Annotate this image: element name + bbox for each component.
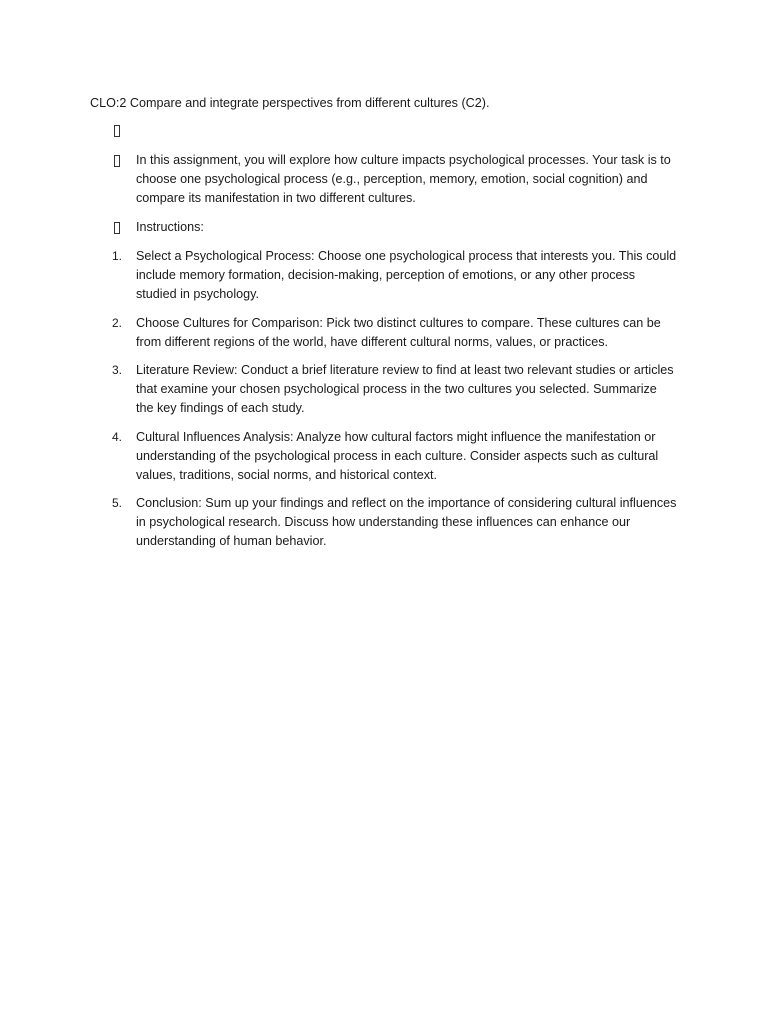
bullet-box-icon	[112, 151, 136, 173]
step-text: Choose Cultures for Comparison: Pick two distinct cultures to compare. These cultures can be from different regions of the world, have different cultural norms, values, or practices.	[136, 316, 661, 349]
clo-heading: CLO:2 Compare and integrate perspectives from different cultures (C2).	[90, 96, 490, 110]
intro-text: In this assignment, you will explore how culture impacts psychological processes. Your task is to choose one psychological process (e.g., perception, memory, emotion, social cognition) and compare its manifestation in two different cultures.	[136, 153, 671, 205]
step-item	[112, 428, 677, 484]
step-text: Cultural Influences Analysis: Analyze how cultural factors might influence the manifestation or understanding of the psychological process in each culture. Consider aspects such as cultural values, traditions, social norms, and historical context.	[136, 430, 659, 482]
step-text: Select a Psychological Process: Choose one psychological process that interests you. This could include memory formation, decision-making, perception of emotions, or any other process studied in psychology.	[136, 249, 677, 301]
empty-bullet-item	[112, 121, 677, 143]
bullet-box-icon	[112, 218, 136, 240]
step-item	[112, 247, 677, 303]
step-item	[112, 494, 677, 550]
step-item	[112, 314, 677, 352]
step-number: 2.	[112, 316, 123, 330]
bullet-box-icon	[112, 121, 136, 143]
step-item	[112, 361, 677, 417]
step-number: 5.	[112, 496, 123, 510]
step-number: 4.	[112, 430, 123, 444]
intro-bullet-item	[112, 151, 677, 207]
step-number: 1.	[112, 249, 123, 263]
instructions-label: Instructions:	[136, 220, 204, 234]
step-text: Conclusion: Sum up your findings and reflect on the importance of considering cultural influences in psychological research. Discuss how understanding these influences can enhance our understanding of human behavior.	[136, 496, 677, 548]
step-number: 3.	[112, 363, 123, 377]
step-text: Literature Review: Conduct a brief literature review to find at least two relevant studies or articles that examine your chosen psychological process in the two cultures you selected. Summarize the key findings of each study.	[136, 363, 674, 415]
instructions-bullet-item	[112, 218, 677, 240]
